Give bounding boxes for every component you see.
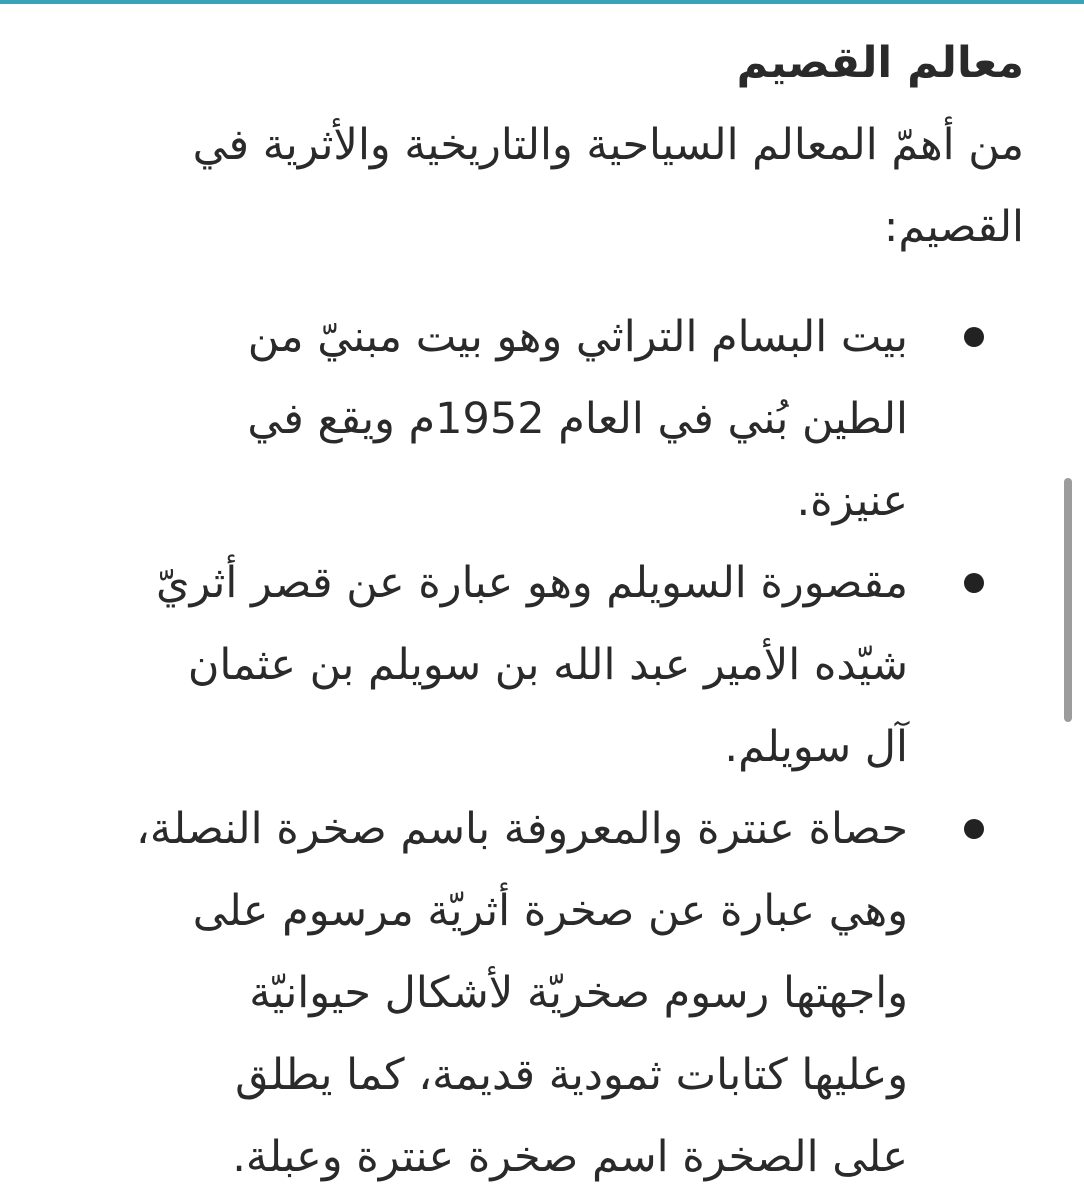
bullet-dot-icon <box>964 327 984 347</box>
vertical-scrollbar[interactable] <box>1064 478 1072 722</box>
landmarks-list <box>40 296 1024 1198</box>
list-item-line: الطين بُني في العام 1952م ويقع في <box>247 394 908 444</box>
list-item-line: عنيزة. <box>796 476 908 526</box>
top-accent-rule <box>0 0 1084 4</box>
list-item-line: مقصورة السويلم وهو عبارة عن قصر أثريّ <box>156 558 908 608</box>
section-heading: معالم القصيم <box>736 38 1024 88</box>
list-item-line: حصاة عنترة والمعروفة باسم صخرة النصلة، <box>136 804 908 854</box>
article-content <box>40 22 1024 1198</box>
list-item-line: وعليها كتابات ثمودية قديمة، كما يطلق <box>235 1050 908 1100</box>
intro-line: القصيم: <box>883 202 1024 252</box>
list-item-line: شيّده الأمير عبد الله بن سويلم بن عثمان <box>187 640 908 690</box>
bullet-dot-icon <box>964 819 984 839</box>
list-item-line: بيت البسام التراثي وهو بيت مبنيّ من <box>247 312 908 362</box>
intro-line: من أهمّ المعالم السياحية والتاريخية والأثرية في <box>192 120 1024 170</box>
list-item <box>40 788 1024 1198</box>
list-item-line: آل سويلم. <box>724 722 908 772</box>
list-item-line: واجهتها رسوم صخريّة لأشكال حيوانيّة <box>249 968 908 1018</box>
intro-paragraph <box>40 104 1024 268</box>
list-item-line: وهي عبارة عن صخرة أثريّة مرسوم على <box>192 886 908 936</box>
list-item <box>40 542 1024 788</box>
list-item <box>40 296 1024 542</box>
bullet-dot-icon <box>964 573 984 593</box>
list-item-line: على الصخرة اسم صخرة عنترة وعبلة. <box>232 1132 908 1182</box>
